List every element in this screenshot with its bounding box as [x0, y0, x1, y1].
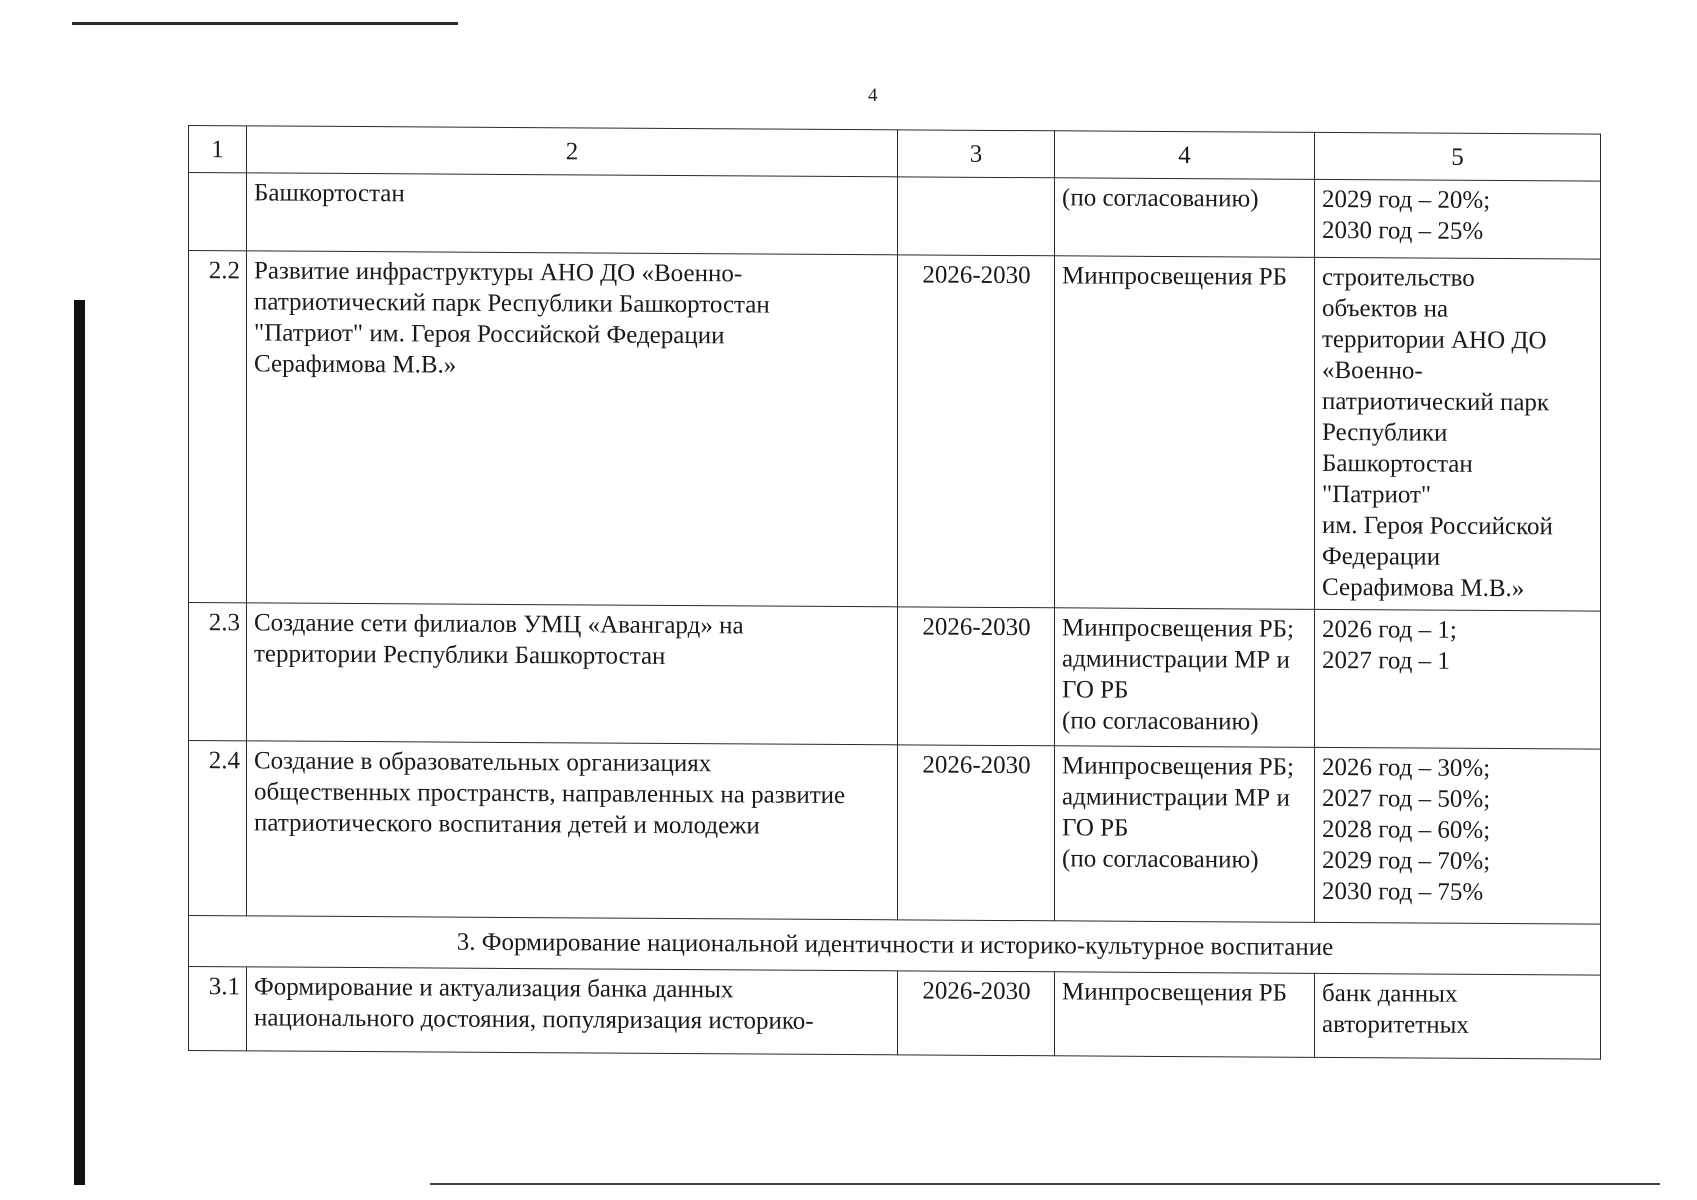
row-period: 2026-2030 — [898, 607, 1055, 746]
row-number: 2.4 — [189, 741, 247, 916]
header-cell-2: 2 — [247, 126, 898, 177]
row-result: 2029 год – 20%; 2030 год – 25% — [1315, 179, 1601, 259]
row-activity: Создание в образовательных организациях общественных пространств, направленных на развитие патриотического воспитания детей и молодежи — [247, 741, 898, 920]
scan-edge-line-bottom — [430, 1183, 1660, 1185]
row-activity: Развитие инфраструктуры АНО ДО «Военно- патриотический парк Республики Башкортостан "Патриот" им. Героя Российской Федерации Серафимова М.В.» — [247, 251, 898, 607]
row-executor: Минпросвещения РБ; администрации МР и ГО РБ (по согласованию) — [1055, 608, 1315, 748]
table-row — [189, 251, 1601, 612]
section-title: 3. Формирование национальной идентичности и историко-культурное воспитание — [189, 916, 1601, 976]
row-result: банк данных авторитетных — [1315, 973, 1601, 1059]
table-header-row — [189, 126, 1601, 182]
table-row — [189, 603, 1601, 750]
header-cell-4: 4 — [1055, 131, 1315, 180]
row-activity: Формирование и актуализация банка данных национального достояния, популяризация историко- — [247, 967, 898, 1055]
row-period: 2026-2030 — [898, 745, 1055, 921]
row-result: 2026 год – 1; 2027 год – 1 — [1315, 609, 1601, 749]
table-row — [189, 741, 1601, 925]
scan-edge-line-top — [72, 22, 458, 25]
row-executor: Минпросвещения РБ — [1055, 256, 1315, 610]
row-executor: Минпросвещения РБ — [1055, 972, 1315, 1058]
row-period — [898, 177, 1055, 256]
table-row — [189, 967, 1601, 1060]
row-period: 2026-2030 — [898, 971, 1055, 1056]
row-activity: Создание сети филиалов УМЦ «Авангард» на территории Республики Башкортостан — [247, 603, 898, 745]
row-number: 3.1 — [189, 967, 247, 1051]
row-activity: Башкортостан — [247, 173, 898, 255]
row-result: строительство объектов на территории АНО ДО «Военно- патриотический парк Республики Башкортостан "Патриот" им. Героя Российской Федерации Серафимова М.В.» — [1315, 257, 1601, 611]
header-cell-1: 1 — [189, 126, 247, 173]
scan-edge-bar-left — [74, 300, 85, 1185]
row-result: 2026 год – 30%; 2027 год – 50%; 2028 год – 60%; 2029 год – 70%; 2030 год – 75% — [1315, 747, 1601, 924]
row-period: 2026-2030 — [898, 255, 1055, 608]
table-row — [189, 173, 1601, 260]
plan-table — [188, 125, 1601, 1060]
row-number: 2.2 — [189, 251, 247, 603]
row-number: 2.3 — [189, 603, 247, 741]
row-number — [189, 173, 247, 251]
section-heading-row — [189, 916, 1601, 976]
header-cell-3: 3 — [898, 130, 1055, 178]
page-number: 4 — [868, 85, 878, 106]
row-executor: Минпросвещения РБ; администрации МР и ГО РБ (по согласованию) — [1055, 746, 1315, 923]
row-executor: (по согласованию) — [1055, 178, 1315, 258]
header-cell-5: 5 — [1315, 132, 1601, 181]
